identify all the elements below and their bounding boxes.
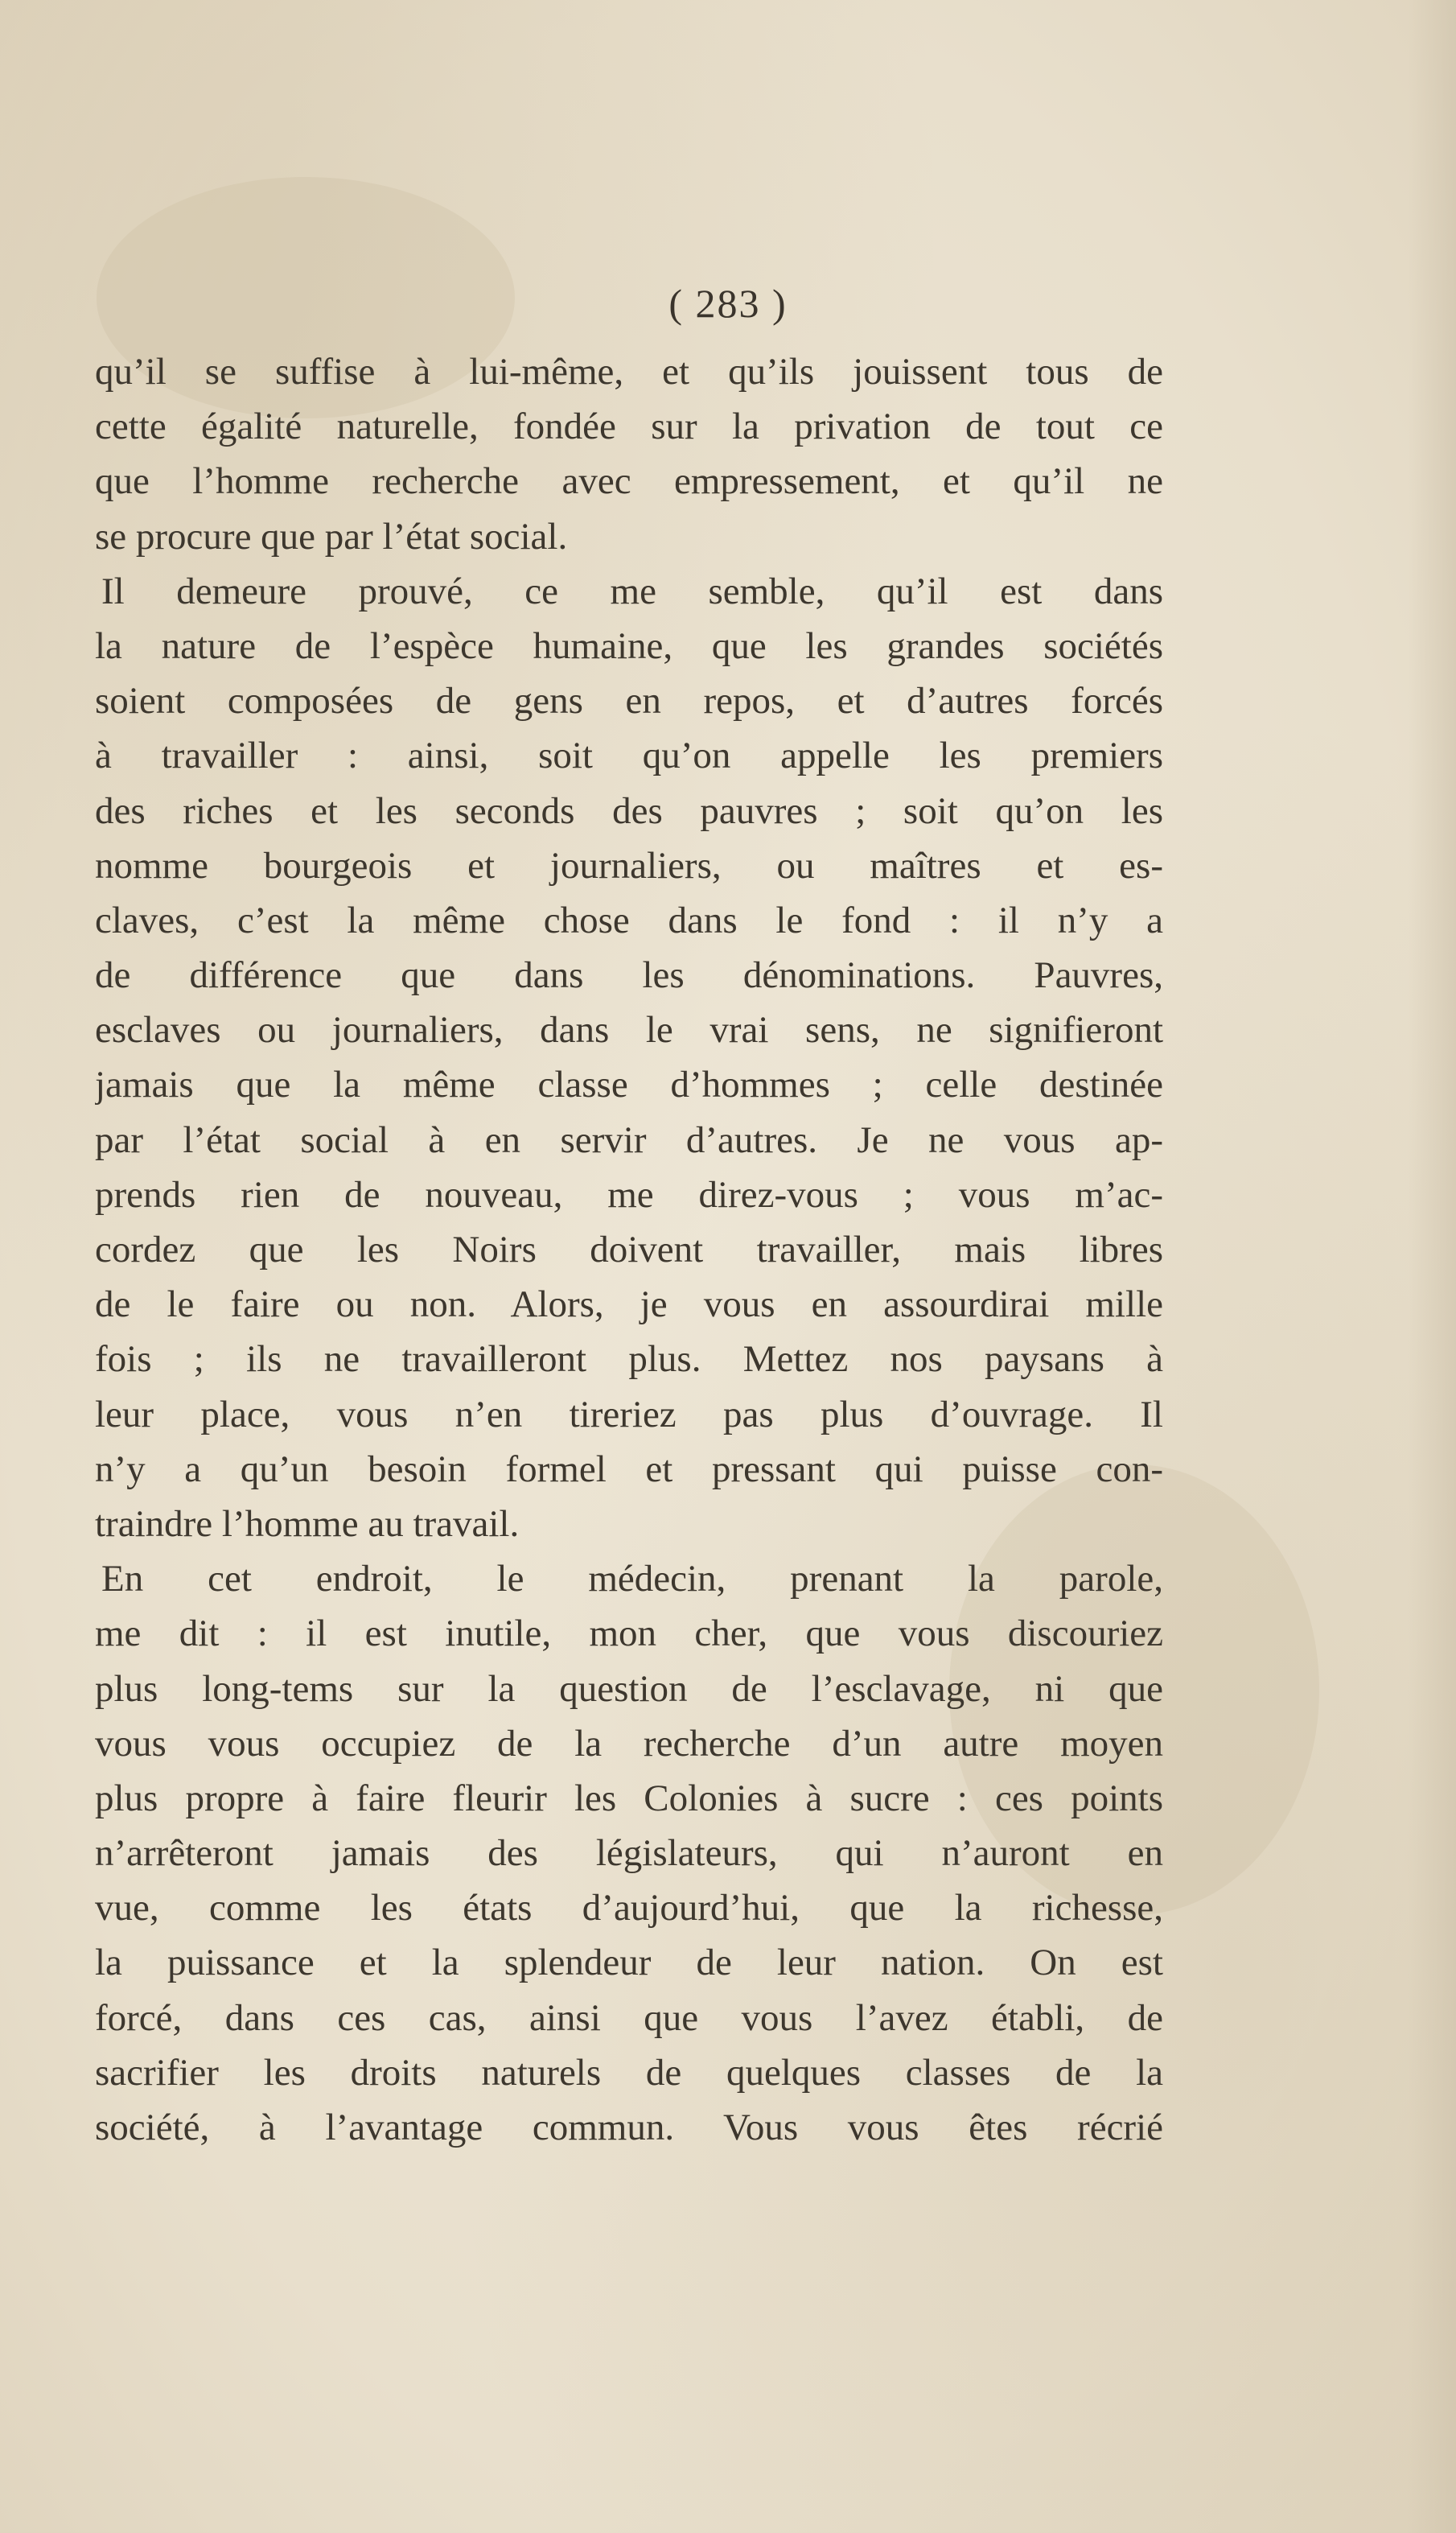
text-line: claves, c’est la même chose dans le fond : il n’y a (95, 899, 1163, 941)
text-line: la nature de l’espèce humaine, que les grandes sociétés (95, 624, 1163, 667)
paragraph-start-line: En cet endroit, le médecin, prenant la parole, (101, 1558, 1163, 1600)
text-line: que l’homme recherche avec empressement, et qu’il ne (95, 460, 1163, 503)
text-line: me dit : il est inutile, mon cher, que vous discouriez (95, 1612, 1163, 1655)
text-line: plus long-tems sur la question de l’esclavage, ni que (95, 1667, 1163, 1710)
paragraph-start-line: Il demeure prouvé, ce me semble, qu’il est dans (101, 570, 1163, 612)
text-line: des riches et les seconds des pauvres ; soit qu’on les (95, 789, 1163, 832)
text-line: forcé, dans ces cas, ainsi que vous l’avez établi, de (95, 1996, 1163, 2039)
text-line: leur place, vous n’en tireriez pas plus d’ouvrage. Il (95, 1393, 1163, 1435)
text-line: esclaves ou journaliers, dans le vrai sens, ne signifieront (95, 1009, 1163, 1052)
text-line: vous vous occupiez de la recherche d’un autre moyen (95, 1722, 1163, 1765)
page-number: ( 283 ) (668, 281, 788, 326)
text-line: par l’état social à en servir d’autres. Je ne vous ap- (95, 1118, 1163, 1161)
text-line: qu’il se suffise à lui-même, et qu’ils jouissent tous de (95, 351, 1163, 393)
text-line: n’y a qu’un besoin formel et pressant qui puisse con- (95, 1448, 1163, 1490)
text-line: soient composées de gens en repos, et d’autres forcés (95, 680, 1163, 723)
text-line: traindre l’homme au travail. (95, 1502, 520, 1545)
text-line: cette égalité naturelle, fondée sur la privation de tout ce (95, 406, 1163, 448)
text-line: société, à l’avantage commun. Vous vous êtes récrié (95, 2107, 1163, 2148)
text-line: prends rien de nouveau, me direz-vous ; vous m’ac- (95, 1173, 1163, 1216)
text-line: de différence que dans les dénominations. Pauvres, (95, 954, 1163, 997)
text-line: vue, comme les états d’aujourd’hui, que la richesse, (95, 1887, 1163, 1930)
text-line: n’arrêteront jamais des législateurs, qui n’auront en (95, 1832, 1163, 1875)
text-line: se procure que par l’état social. (95, 515, 568, 558)
text-line: de le faire ou non. Alors, je vous en assourdirai mille (95, 1283, 1163, 1326)
text-line: fois ; ils ne travailleront plus. Mettez nos paysans à (95, 1338, 1163, 1381)
text-line: cordez que les Noirs doivent travailler, mais libres (95, 1229, 1163, 1271)
text-line: jamais que la même classe d’hommes ; celle destinée (95, 1064, 1163, 1106)
body-text (95, 344, 1163, 2155)
text-line: à travailler : ainsi, soit qu’on appelle les premiers (95, 735, 1163, 777)
text-line: plus propre à faire fleurir les Colonies à sucre : ces points (95, 1777, 1163, 1819)
page-edge-shadow (1408, 0, 1456, 2533)
text-line: la puissance et la splendeur de leur nation. On est (95, 1942, 1163, 1984)
text-line: sacrifier les droits naturels de quelques classes de la (95, 2051, 1163, 2094)
text-line: nomme bourgeois et journaliers, ou maîtres et es- (95, 844, 1163, 887)
